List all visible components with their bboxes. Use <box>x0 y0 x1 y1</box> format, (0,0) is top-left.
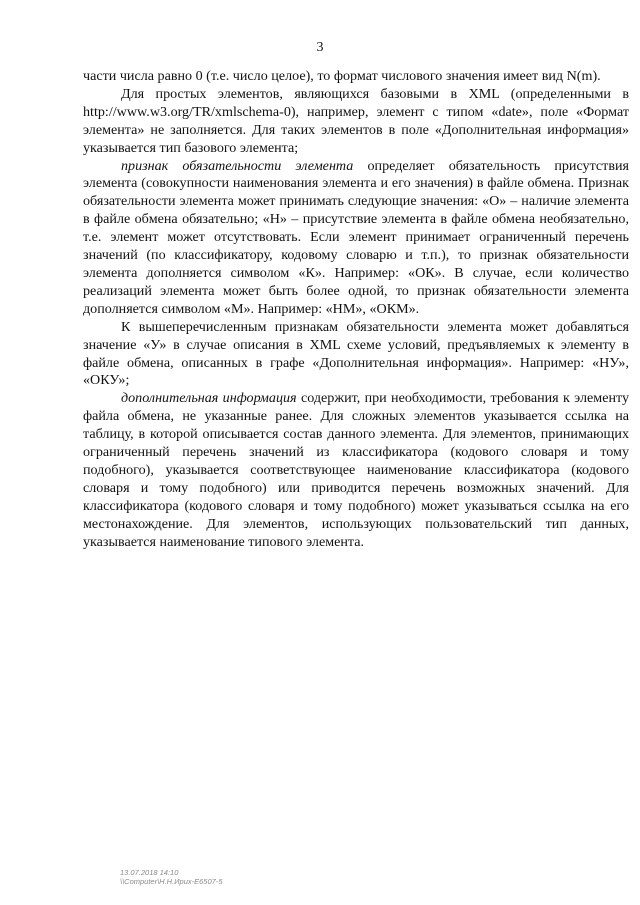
paragraph-5-text: содержит, при необходимости, требования к элементу файла обмена, не указанные ранее. Для сложных элементов указывается ссылка на таблицу, в которой описывается состав данного элемента. Для элементов, принимающих ограниченный перечень значений из классификатора (кодового словаря и тому подобного), указывается соответствующее наименование классификатора (кодового словаря и тому подобного) или приводится перечень возможных значений. Для классификатора (кодового словаря и тому подобного) может указываться ссылка на его местонахождение. Для элементов, использующих пользовательский тип данных, указывается наименование типового элемента. <box>83 390 630 550</box>
term-additional-info: дополнительная информация <box>121 390 297 407</box>
paragraph-2: Для простых элементов, являющихся базовыми в XML (определенными в http://www.w3.org/TR/xmlschema-0), например, элемент с типом «date», поле «Формат элемента» не заполняется. Для таких элементов в поле «Дополнительная информация» указывается тип базового элемента; <box>83 85 629 156</box>
page-number: 3 <box>316 40 324 55</box>
paragraph-4: К вышеперечисленным признакам обязательности элемента может добавляться значение «У» в случае описания в XML схеме условий, предъявляемых к элементу в файле обмена, описанных в графе «Дополнительная информация». Например: «НУ», «ОКУ»; <box>83 318 629 389</box>
paragraph-3 <box>83 158 629 319</box>
term-mandatory-flag: признак обязательности элемента <box>121 157 354 174</box>
footer-file-path: \\Computer\Н.Н.Ирих-Е6507-5 <box>120 877 223 886</box>
paragraph-3-text: определяет обязательность присутствия элемента (совокупности наименования элемента и его значения) в файле обмена. Признак обязательности элемента может принимать следующие значения: «О» – наличие элемента в файле обмена обязательно; «Н» – присутствие элемента в файле обмена необязательно, т.е. элемент может отсутствовать. Если элемент принимает ограниченный перечень значений (по классификатору, кодовому словарю и т.п.), то признак обязательности элемента дополняется символом «К». Например: «ОК». В случае, если количество реализаций элемента может быть более одной, то признак обязательности элемента дополняется символом «М». Например: «НМ», «ОКМ». <box>83 157 629 317</box>
paragraph-1: части числа равно 0 (т.е. число целое), то формат числового значения имеет вид N(m). <box>83 68 601 84</box>
footer-stamp <box>120 868 223 886</box>
document-body <box>83 68 629 551</box>
footer-timestamp: 13.07.2018 14:10 <box>120 868 179 877</box>
paragraph-5 <box>83 390 629 551</box>
